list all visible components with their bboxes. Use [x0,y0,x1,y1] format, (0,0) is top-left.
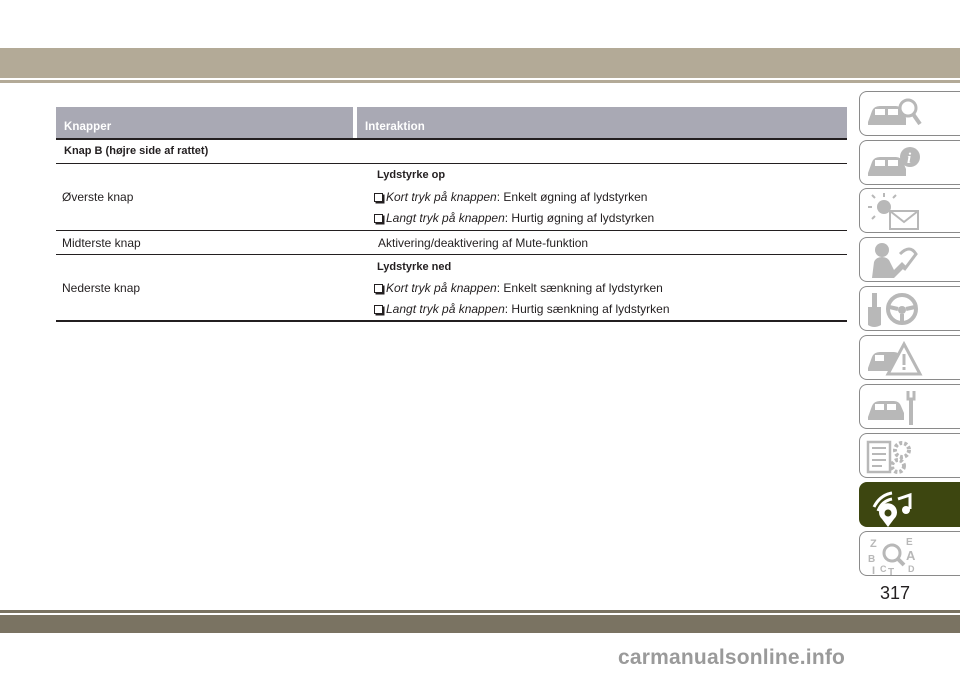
side-tab-key-steering[interactable] [859,286,960,331]
index-letter: E [906,537,913,548]
row-button-name: Øverste knap [62,190,134,204]
side-tab-car-wrench[interactable] [859,384,960,429]
side-tab-car-info[interactable] [859,140,960,185]
header-label-interaktion: Interaktion [365,121,425,133]
car-wrench-icon [864,387,924,427]
row-heading: Lydstyrke op [377,169,446,181]
item-label: Langt tryk på knappen [386,211,505,225]
side-tab-signal-music[interactable] [859,482,960,527]
list-item [374,190,647,204]
index-letter: A [906,548,916,563]
row-divider [56,254,847,255]
section-title: Knap B (højre side af rattet) [64,145,209,157]
table-bottom-border [56,320,847,322]
list-gears-icon [864,436,924,476]
side-tab-car-magnifier[interactable] [859,91,960,136]
item-text: : Hurtig sænkning af lydstyrken [504,302,670,316]
row-divider [56,230,847,231]
bottom-color-band [0,615,960,633]
watermark: carmanualsonline.info [618,646,846,669]
light-envelope-icon [864,191,924,231]
header-label-knapper: Knapper [64,121,112,133]
item-text: : Hurtig øgning af lydstyrken [504,211,655,225]
svg-text:i: i [907,151,912,167]
list-item [374,281,663,295]
side-tab-person-airbag[interactable] [859,237,960,282]
key-steering-wheel-icon [864,289,924,329]
header-underline [56,138,847,140]
item-text: : Enkelt sænkning af lydstyrken [496,281,663,295]
checkbox-bullet-icon [374,214,383,223]
side-tab-car-warning[interactable] [859,335,960,380]
item-label: Langt tryk på knappen [386,302,505,316]
car-magnifier-icon [864,94,924,134]
car-info-icon [864,143,924,183]
side-tab-light-envelope[interactable] [859,188,960,233]
index-letter: B [868,554,876,565]
car-warning-icon [864,338,924,378]
index-letter: Z [870,538,877,550]
checkbox-bullet-icon [374,193,383,202]
row-button-name: Midterste knap [62,236,141,250]
checkbox-bullet-icon [374,305,383,314]
row-button-name: Nederste knap [62,281,141,295]
table-header-knapper [56,107,353,138]
top-color-band [0,48,960,78]
row-heading: Lydstyrke ned [377,261,452,273]
bottom-divider [0,610,960,613]
row-divider [56,163,847,164]
side-tab-list-gears[interactable] [859,433,960,478]
side-tab-alphabet-index[interactable] [859,531,960,576]
alphabet-index-icon [864,534,924,576]
index-letter: T [888,567,895,576]
person-airbag-icon [864,240,924,280]
item-label: Kort tryk på knappen [386,190,497,204]
index-letter: D [908,564,915,574]
index-letter: I [872,565,876,576]
item-text: : Enkelt øgning af lydstyrken [496,190,648,204]
signal-music-icon [864,485,924,527]
list-item [374,211,654,225]
table-header-interaktion [357,107,847,138]
list-item [374,302,670,316]
index-letter: C [880,564,887,574]
top-divider [0,80,960,83]
checkbox-bullet-icon [374,284,383,293]
row-interaction-text: Aktivering/deaktivering af Mute-funktion [378,236,589,250]
page-number: 317 [880,583,911,603]
item-label: Kort tryk på knappen [386,281,497,295]
